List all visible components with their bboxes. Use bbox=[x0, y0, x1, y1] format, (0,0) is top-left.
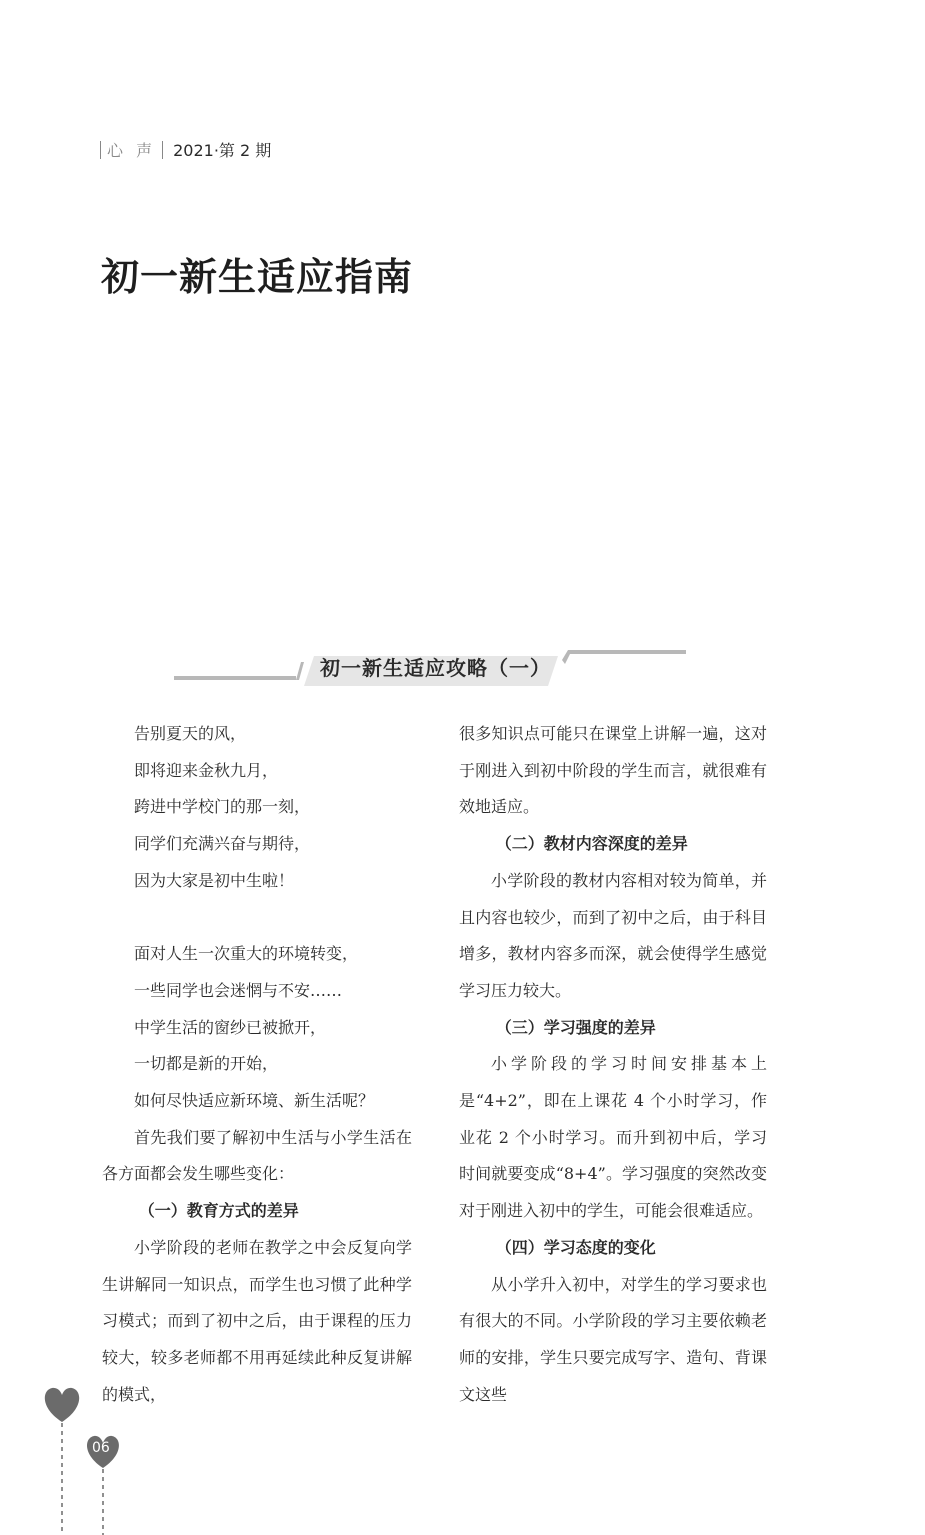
left-column-para: 首先我们要了解初中生活与小学生活在各方面都会发生哪些变化： bbox=[102, 1127, 412, 1184]
right-column-sub: （四）学习态度的变化 bbox=[495, 1237, 656, 1257]
column-name: 心 声 bbox=[107, 141, 157, 160]
heart-icon bbox=[45, 1388, 79, 1422]
left-column-verse: 中学生活的窗纱已被掀开， bbox=[134, 1017, 327, 1037]
right-column-cont: 很多知识点可能只在课堂上讲解一遍，这对于刚进入到初中阶段的学生而言，就很难有效地适应。 bbox=[459, 724, 767, 817]
right-column-sub: （三）学习强度的差异 bbox=[495, 1017, 656, 1037]
right-column-para: 从小学升入初中，对学生的学习要求也有很大的不同。小学阶段的学习主要依赖老师的安排，学生只要完成写字、造句、背课文这些 bbox=[459, 1274, 767, 1404]
header-divider bbox=[100, 141, 101, 159]
left-column-sub: （一）教育方式的差异 bbox=[138, 1201, 299, 1221]
page-number: 06 bbox=[92, 1440, 110, 1456]
left-column-verse: 同学们充满兴奋与期待， bbox=[134, 834, 311, 854]
left-column-verse: 一些同学也会迷惘与不安…… bbox=[134, 980, 343, 1000]
heart-decoration bbox=[0, 1380, 140, 1535]
issue-label: 2021·第 2 期 bbox=[173, 141, 272, 160]
right-column bbox=[459, 716, 767, 1413]
left-column-verse: 告别夏天的风， bbox=[134, 724, 247, 743]
left-column-verse: 跨进中学校门的那一刻， bbox=[134, 797, 311, 817]
running-header bbox=[100, 138, 271, 161]
right-column-para: 小学阶段的教材内容相对较为简单，并且内容也较少，而到了初中之后，由于科目增多，教材内容多而深，就会使得学生感觉学习压力较大。 bbox=[459, 870, 767, 1000]
section-banner-title: 初一新生适应攻略（一） bbox=[320, 656, 551, 680]
left-column-verse: 面对人生一次重大的环境转变， bbox=[134, 944, 359, 964]
article-title: 初一新生适应指南 bbox=[101, 255, 414, 299]
left-column-verse: 因为大家是初中生啦！ bbox=[134, 870, 295, 890]
header-divider bbox=[162, 141, 163, 159]
left-column bbox=[102, 716, 412, 1413]
left-column-para: 小学阶段的老师在教学之中会反复向学生讲解同一知识点，而学生也习惯了此种学习模式；而到了初中之后，由于课程的压力较大，较多老师都不用再延续此种反复讲解的模式， bbox=[102, 1237, 412, 1404]
left-column-blank bbox=[102, 900, 412, 937]
left-column-verse: 即将迎来金秋九月， bbox=[134, 760, 279, 780]
right-column-para: 小学阶段的学习时间安排基本上是“4+2”，即在上课花 4 个小时学习，作业花 2 个小时学习。而升到初中后，学习时间就要变成“8+4”。学习强度的突然改变对于刚进入初中的学生，可能会很难适应。 bbox=[459, 1054, 767, 1221]
left-column-verse: 一切都是新的开始， bbox=[134, 1054, 279, 1074]
left-column-verse: 如何尽快适应新环境、新生活呢？ bbox=[134, 1091, 375, 1111]
right-column-sub: （二）教材内容深度的差异 bbox=[495, 834, 688, 854]
